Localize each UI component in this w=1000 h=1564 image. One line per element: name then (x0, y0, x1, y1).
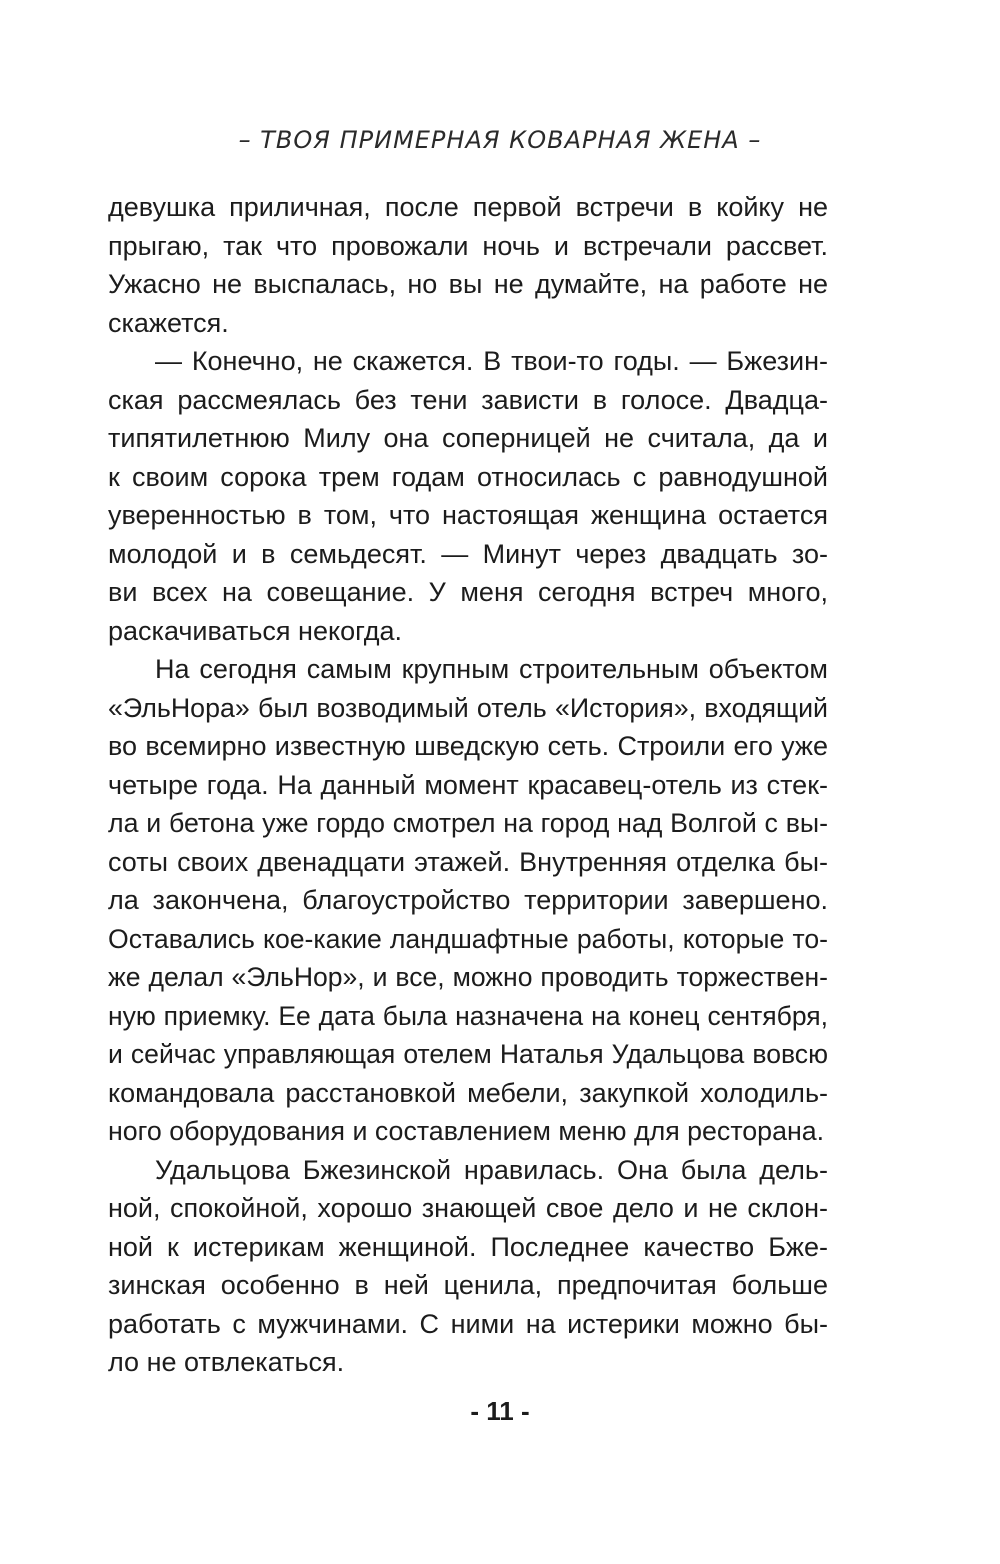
text-line: типятилетнюю Милу она соперницей не считала, да и (108, 423, 828, 453)
body-text (108, 188, 828, 1382)
text-line: На сегодня самым крупным строительным объектом (155, 654, 828, 684)
text-line: командовала расстановкой мебели, закупкой холодиль- (108, 1077, 828, 1108)
text-line: Удальцова Бжезинской нравилась. Она была дель- (155, 1154, 828, 1185)
text-line: ную приемку. Ее дата была назначена на конец сентября, (108, 1000, 828, 1031)
text-line: четыре года. На данный момент красавец-отель из стек- (108, 769, 828, 800)
text-line: же делал «ЭльНор», и все, можно проводить торжествен- (108, 962, 828, 992)
text-line: во всемирно известную шведскую сеть. Строили его уже (108, 731, 828, 761)
text-line: ви всех на совещание. У меня сегодня встреч много, (108, 577, 828, 607)
text-line: Оставались кое-какие ландшафтные работы, которые то- (108, 923, 828, 954)
text-line: соты своих двенадцати этажей. Внутренняя отделка бы- (108, 846, 828, 877)
text-line: девушка приличная, после первой встречи в койку не (108, 192, 828, 222)
paragraph (108, 1151, 828, 1382)
running-head: – ТВОЯ ПРИМЕРНАЯ КОВАРНАЯ ЖЕНА – (238, 126, 762, 154)
text-line: ская рассмеялась без тени зависти в голосе. Двадца- (108, 384, 828, 415)
text-line: ной, спокойной, хорошо знающей свое дело и не склон- (108, 1193, 828, 1223)
text-line: ла и бетона уже гордо смотрел на город над Волгой с вы- (108, 808, 828, 838)
text-line: ного оборудования и составлением меню для ресторана. (108, 1116, 825, 1146)
text-line: и сейчас управляющая отелем Наталья Удальцова вовсю (108, 1039, 828, 1069)
text-line: зинская особенно в ней ценила, предпочитая больше (108, 1270, 828, 1300)
text-line: раскачиваться некогда. (108, 615, 402, 646)
text-line: — Конечно, не скажется. В твои-то годы. — Бжезин- (155, 346, 828, 376)
text-line: молодой и в семьдесят. — Минут через двадцать зо- (108, 538, 828, 569)
text-line: скажется. (108, 307, 229, 338)
text-line: ной к истерикам женщиной. Последнее качество Бже- (108, 1231, 828, 1262)
text-line: ла закончена, благоустройство территории завершено. (108, 885, 828, 915)
paragraph (108, 342, 828, 650)
page-number: - 11 - (470, 1396, 530, 1426)
text-line: уверенностью в том, что настоящая женщина остается (108, 500, 828, 530)
text-line: к своим сорока трем годам относилась с равнодушной (108, 461, 828, 492)
text-line: Ужасно не выспалась, но вы не думайте, на работе не (108, 269, 828, 299)
text-line: ло не отвлекаться. (108, 1347, 345, 1377)
paragraph (108, 650, 828, 1151)
text-line: «ЭльНора» был возводимый отель «История», входящий (108, 692, 828, 723)
paragraph (108, 188, 828, 342)
text-line: прыгаю, так что провожали ночь и встречали рассвет. (108, 230, 828, 261)
text-line: работать с мужчинами. С ними на истерики можно бы- (108, 1308, 828, 1339)
